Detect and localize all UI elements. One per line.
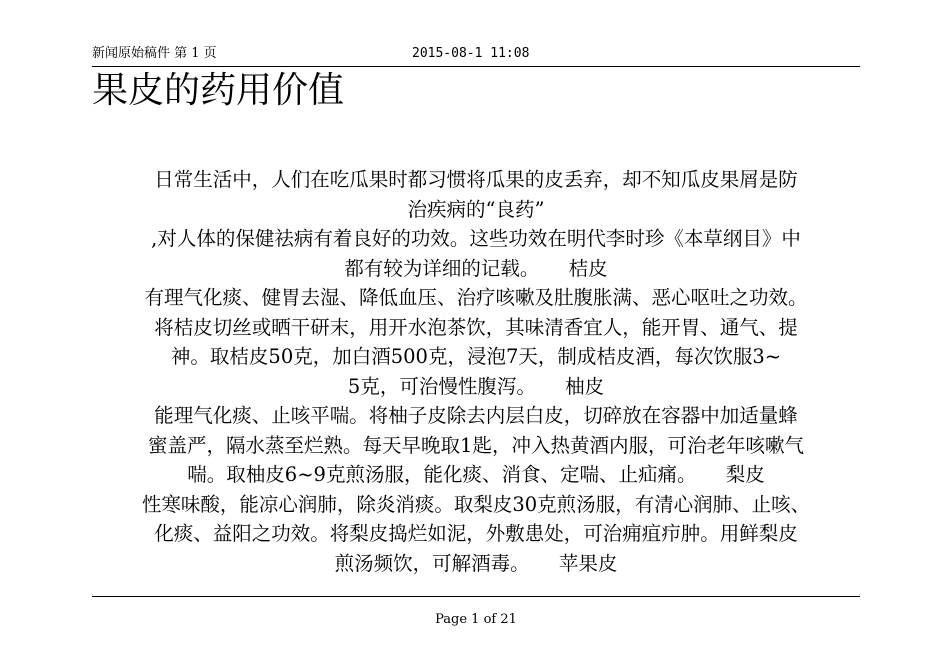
page-footer [92, 610, 860, 630]
body-line: 有理气化痰、健胃去湿、降低血压、治疗咳嗽及肚腹胀满、恶心呕吐之功效。 [144, 286, 808, 309]
body-line: 喘。取柚皮6~9克煎汤服，能化痰、消食、定喘、止疝痛。 梨皮 [187, 463, 765, 486]
page-header [92, 44, 860, 64]
body-line: 性寒味酸，能凉心润肺，除炎消痰。取梨皮30克煎汤服，有清心润肺、止咳、 [141, 492, 811, 516]
body-line: 治疾病的“良药” [407, 197, 545, 221]
body-line: 化痰、益阳之功效。将梨皮捣烂如泥，外敷患处，可治痈疽疖肿。用鲜梨皮 [154, 522, 798, 545]
body-line: 将桔皮切丝或晒干研末，用开水泡茶饮，其味清香宜人，能开胃、通气、提 [154, 315, 798, 339]
article-title: 果皮的药用价值 [92, 70, 345, 111]
article-body [92, 165, 860, 578]
body-line: 煎汤频饮，可解酒毒。 苹果皮 [334, 551, 618, 575]
body-line: 能理气化痰、止咳平喘。将柚子皮除去内层白皮，切碎放在容器中加适量蜂 [154, 404, 798, 427]
body-line: 蜜盖严，隔水蒸至烂熟。每天早晚取1匙，冲入热黄酒内服，可治老年咳嗽气 [148, 433, 804, 457]
header-divider [92, 66, 860, 67]
body-line: 都有较为详细的记载。 桔皮 [344, 256, 608, 280]
header-source-label: 新闻原始稿件 第 1 页 [92, 46, 217, 61]
body-line: 5克，可治慢性腹泻。 柚皮 [347, 374, 605, 398]
header-timestamp: 2015-08-1 11:08 [412, 46, 530, 61]
body-line: ,对人体的保健祛病有着良好的功效。这些功效在明代李时珍《本草纲目》中 [151, 227, 801, 250]
body-line: 神。取桔皮50克，加白酒500克，浸泡7天，制成桔皮酒，每次饮服3~ [170, 345, 782, 368]
page-number-label: Page 1 of 21 [435, 612, 517, 627]
footer-divider [92, 596, 860, 597]
body-line: 日常生活中，人们在吃瓜果时都习惯将瓜果的皮丢弃，却不知瓜皮果屑是防 [154, 168, 798, 191]
